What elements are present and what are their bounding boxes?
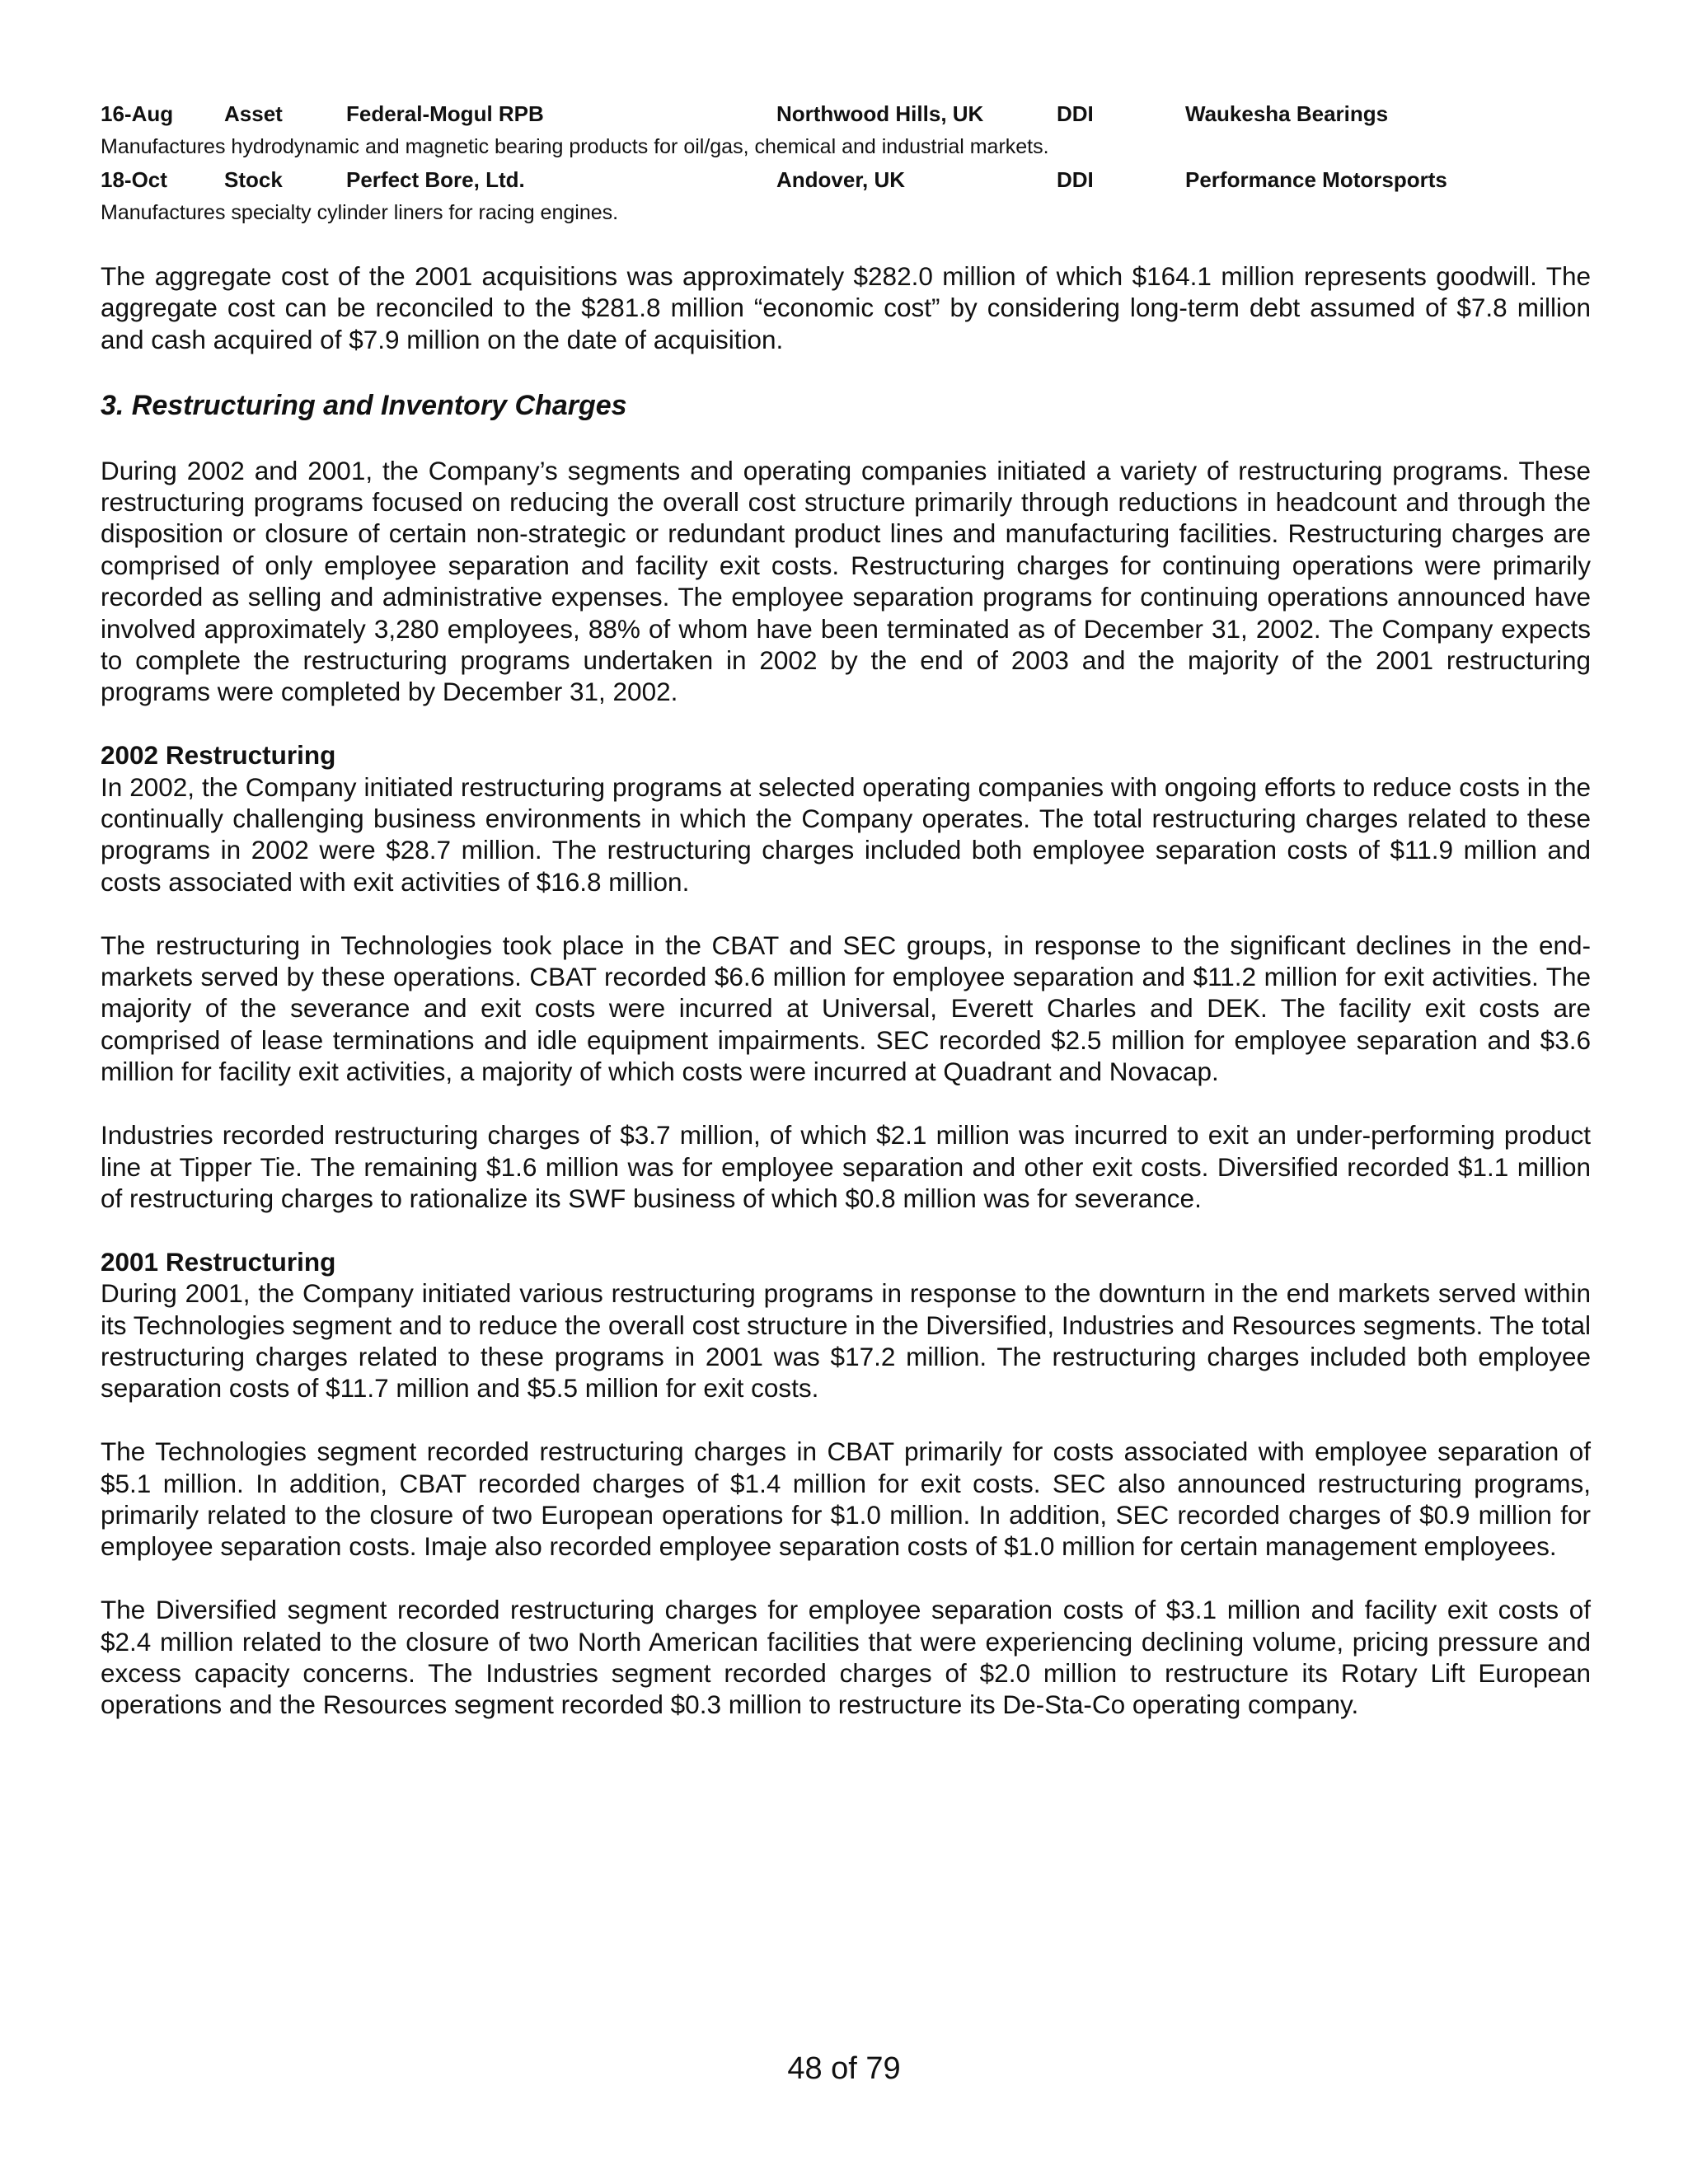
acquisition-name: Perfect Bore, Ltd. [346,167,525,192]
aggregate-cost-paragraph: The aggregate cost of the 2001 acquisitions was approximately $282.0 million of which $164.1 million represents goodwill. The aggregate cost can be reconciled to the $281.8 million “economic cost” by considering long-term debt assumed of $7.8 million and cash acquired of $7.9 million on the date of acquisition. [101,261,1591,354]
paragraph: Industries recorded restructuring charges of $3.7 million, of which $2.1 million was incurred to exit an under-performing product line at Tipper Tie. The remaining $1.6 million was for employee separation and other exit costs. Diversified recorded $1.1 million of restructuring charges to rationalize its SWF business of which $0.8 million was for severance. [101,1120,1591,1213]
acquisition-date: 16-Aug [101,101,174,126]
acquisition-type: Stock [224,167,283,192]
acquisition-name: Federal-Mogul RPB [346,101,544,126]
acquisition-description: Manufactures specialty cylinder liners for racing engines. [101,201,619,224]
body-content [101,260,1591,1752]
table-row [101,163,1601,196]
acquisition-type: Asset [224,101,283,126]
acquisition-description: Manufactures hydrodynamic and magnetic bearing products for oil/gas, chemical and industrial markets. [101,135,1049,158]
paragraph: In 2002, the Company initiated restructuring programs at selected operating companies with ongoing efforts to reduce costs in the continually challenging business environments in which the Company operates. The total restructuring charges related to these programs in 2002 were $28.7 million. The restructuring charges included both employee separation costs of $11.9 million and costs associated with exit activities of $16.8 million. [101,771,1591,897]
table-row [101,97,1601,130]
paragraph: During 2001, the Company initiated various restructuring programs in response to the downturn in the end markets served within its Technologies segment and to reduce the overall cost structure in the Diversified, Industries and Resources segments. The total restructuring charges related to these programs in 2001 was $17.2 million. The restructuring charges included both employee separation costs of $11.7 million and $5.5 million for exit costs. [101,1278,1591,1404]
paragraph: The Diversified segment recorded restructuring charges for employee separation costs of $3.1 million and facility exit costs of $2.4 million related to the closure of two North American facilities that were experiencing declining volume, pricing pressure and excess capacity concerns. The Industries segment recorded charges of $2.0 million to restructure its Rotary Lift European operations and the Resources segment recorded $0.3 million to restructure its De-Sta-Co operating company. [101,1595,1591,1720]
restructuring-intro-paragraph: During 2002 and 2001, the Company’s segments and operating companies initiated a variety of restructuring programs. These restructuring programs focused on reducing the overall cost structure primarily through reductions in headcount and through the disposition or closure of certain non-strategic or redundant product lines and manufacturing facilities. Restructuring charges are comprised of only employee separation and facility exit costs. Restructuring charges for continuing operations were primarily recorded as selling and administrative expenses. The employee separation programs for continuing operations announced have involved approximately 3,280 employees, 88% of whom have been terminated as of December 31, 2002. The Company expects to complete the restructuring programs undertaken in 2002 by the end of 2003 and the majority of the 2001 restructuring programs were completed by December 31, 2002. [101,455,1591,707]
paragraph: The Technologies segment recorded restructuring charges in CBAT primarily for costs associated with employee separation of $5.1 million. In addition, CBAT recorded charges of $1.4 million for exit costs. SEC also announced restructuring programs, primarily related to the closure of two European operations for $1.0 million. In addition, SEC recorded charges of $0.9 million for employee separation costs. Imaje also recorded employee separation costs of $1.0 million for certain management employees. [101,1436,1591,1562]
acquisition-segment: DDI [1057,167,1094,192]
subsection-heading-2002: 2002 Restructuring [101,740,336,771]
acquisitions-table [101,97,1601,229]
acquisition-segment: DDI [1057,101,1094,126]
paragraph: The restructuring in Technologies took place in the CBAT and SEC groups, in response to the significant declines in the end-markets served by these operations. CBAT recorded $6.6 million for employee separation and $11.2 million for exit activities. The majority of the severance and exit costs were incurred at Universal, Everett Charles and DEK. The facility exit costs are comprised of lease terminations and idle equipment impairments. SEC recorded $2.5 million for employee separation and $3.6 million for facility exit activities, a majority of which costs were incurred at Quadrant and Novacap. [101,930,1591,1087]
acquisition-date: 18-Oct [101,167,167,192]
acquisition-group: Performance Motorsports [1185,167,1447,192]
acquisition-location: Northwood Hills, UK [776,101,984,126]
page-number: 48 of 79 [787,2051,901,2086]
acquisition-group: Waukesha Bearings [1185,101,1389,126]
subsection-heading-2001: 2001 Restructuring [101,1246,336,1277]
section-heading: 3. Restructuring and Inventory Charges [101,389,627,421]
acquisition-location: Andover, UK [776,167,906,192]
